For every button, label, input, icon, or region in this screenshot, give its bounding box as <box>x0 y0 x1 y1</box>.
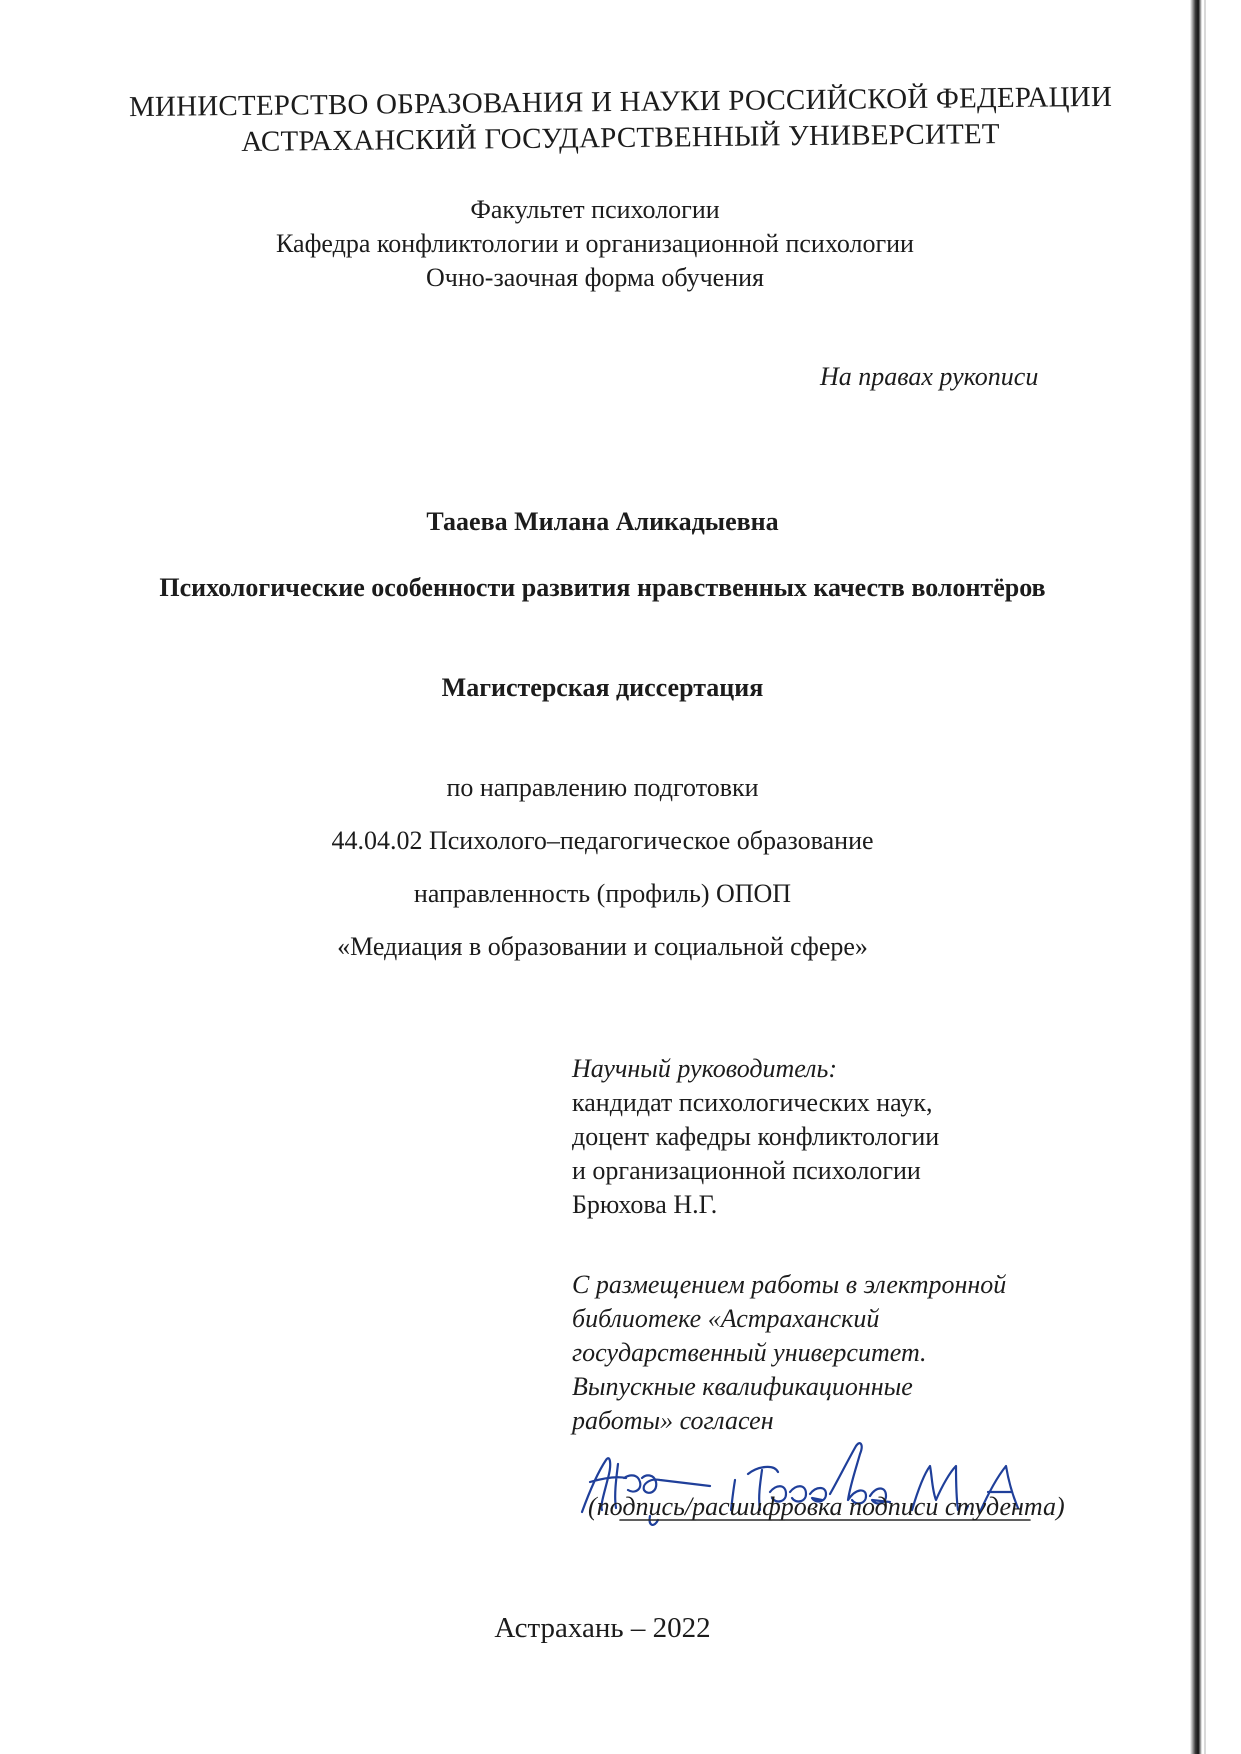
thesis-title: Психологические особенности развития нравственных качеств волонтёров <box>159 573 1046 602</box>
supervisor-position: доцент кафедры конфликтологии <box>572 1122 940 1151</box>
direction-code: 44.04.02 Психолого–педагогическое образование <box>331 826 874 855</box>
signature-caption: (подпись/расшифровка подписи студента) <box>588 1492 1065 1521</box>
consent-line-3: государственный университет. <box>572 1338 927 1367</box>
ministry-heading: МИНИСТЕРСТВО ОБРАЗОВАНИЯ И НАУКИ РОССИЙСКОЙ ФЕДЕРАЦИИ <box>128 80 1113 124</box>
study-form: Очно-заочная форма обучения <box>426 263 764 292</box>
supervisor-name: Брюхова Н.Г. <box>572 1190 718 1219</box>
author-name: Тааева Милана Аликадыевна <box>426 507 779 536</box>
supervisor-degree: кандидат психологических наук, <box>572 1088 933 1117</box>
profile-label: направленность (профиль) ОПОП <box>413 879 792 908</box>
city-year: Астрахань – 2022 <box>494 1612 711 1644</box>
work-type: Магистерская диссертация <box>441 673 764 702</box>
supervisor-block <box>572 1052 939 1222</box>
manuscript-note: На правах рукописи <box>820 362 1039 391</box>
consent-block <box>572 1268 1006 1438</box>
faculty-name: Факультет психологии <box>470 195 720 224</box>
supervisor-heading: Научный руководитель: <box>572 1054 838 1083</box>
university-heading: АСТРАХАНСКИЙ ГОСУДАРСТВЕННЫЙ УНИВЕРСИТЕТ <box>241 118 1000 158</box>
consent-line-5: работы» согласен <box>572 1406 774 1435</box>
direction-label: по направлению подготовки <box>446 773 759 802</box>
consent-line-2: библиотеке «Астраханский <box>572 1304 880 1333</box>
department-name: Кафедра конфликтологии и организационной психологии <box>276 229 914 258</box>
signature-text: Тааева М.А <box>560 1420 565 1421</box>
consent-line-1: С размещением работы в электронной <box>572 1270 1007 1299</box>
profile-name: «Медиация в образовании и социальной сфере» <box>337 932 868 961</box>
supervisor-department: и организационной психологии <box>572 1156 921 1185</box>
consent-line-4: Выпускные квалификационные <box>572 1372 913 1401</box>
